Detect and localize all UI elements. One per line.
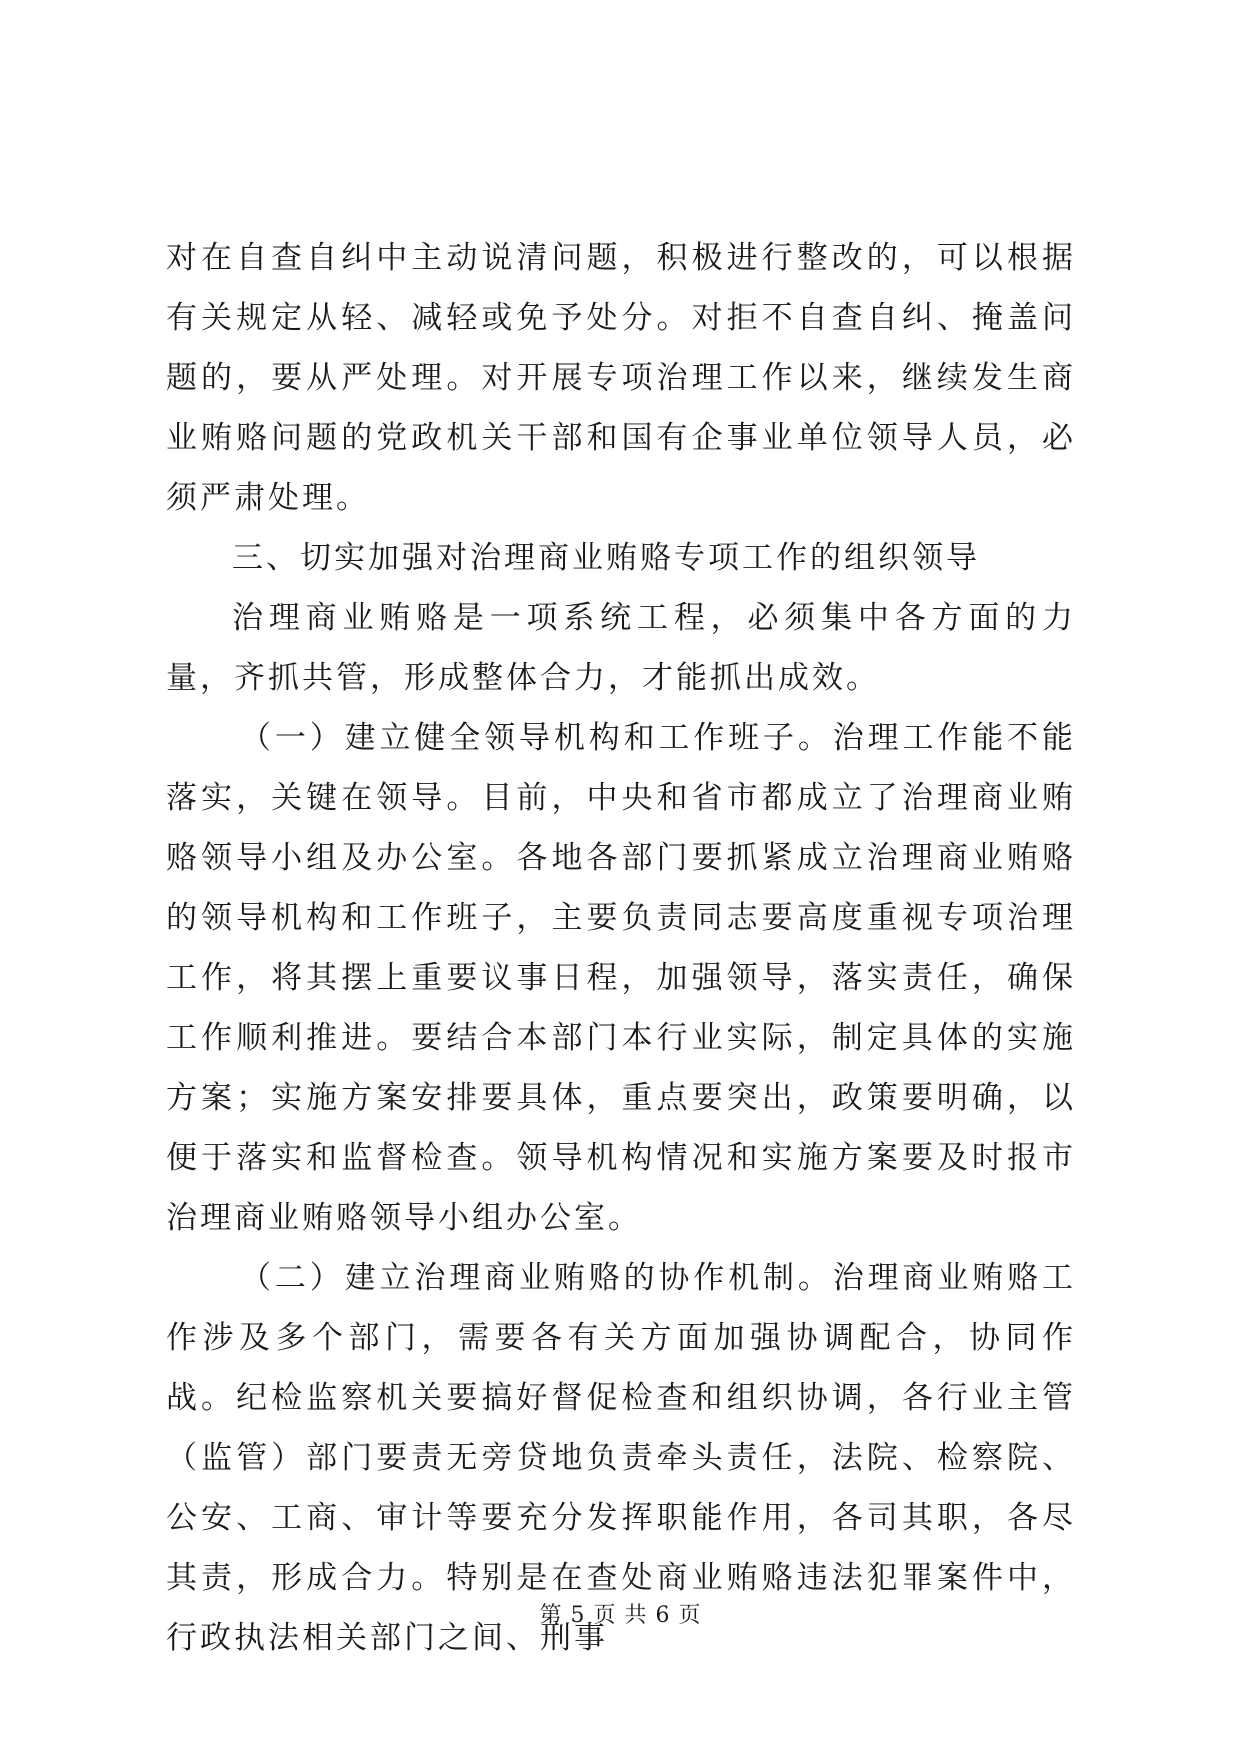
- paragraph-item-1: （一）建立健全领导机构和工作班子。治理工作能不能落实，关键在领导。目前，中央和省市都成立了治理商业贿赂领导小组及办公室。各地各部门要抓紧成立治理商业贿赂的领导机构和工作班子，主要负责同志要高度重视专项治理工作，将其摆上重要议事日程，加强领导，落实责任，确保工作顺利推进。要结合本部门本行业实际，制定具体的实施方案；实施方案安排要具体，重点要突出，政策要明确，以便于落实和监督检查。领导机构情况和实施方案要及时报市治理商业贿赂领导小组办公室。: [166, 720, 1076, 1236]
- page-footer: [0, 1598, 1241, 1629]
- document-body: [166, 228, 1076, 1668]
- paragraph-item-2: （二）建立治理商业贿赂的协作机制。治理商业贿赂工作涉及多个部门，需要各有关方面加强协调配合，协同作战。纪检监察机关要搞好督促检查和组织协调，各行业主管（监管）部门要责无旁贷地负责牵头责任，法院、检察院、公安、工商、审计等要充分发挥职能作用，各司其职，各尽其责，形成合力。特别是在查处商业贿赂违法犯罪案件中，行政执法相关部门之间、刑事: [166, 1260, 1076, 1656]
- paragraph-intro: 治理商业贿赂是一项系统工程，必须集中各方面的力量，齐抓共管，形成整体合力，才能抓出成效。: [166, 600, 1076, 696]
- paragraph-continuation: 对在自查自纠中主动说清问题，积极进行整改的，可以根据有关规定从轻、减轻或免予处分。对拒不自查自纠、掩盖问题的，要从严处理。对开展专项治理工作以来，继续发生商业贿赂问题的党政机关干部和国有企事业单位领导人员，必须严肃处理。: [166, 240, 1076, 516]
- section-heading: 三、切实加强对治理商业贿赂专项工作的组织领导: [232, 540, 980, 576]
- page-number: 第 5 页 共 6 页: [539, 1603, 702, 1628]
